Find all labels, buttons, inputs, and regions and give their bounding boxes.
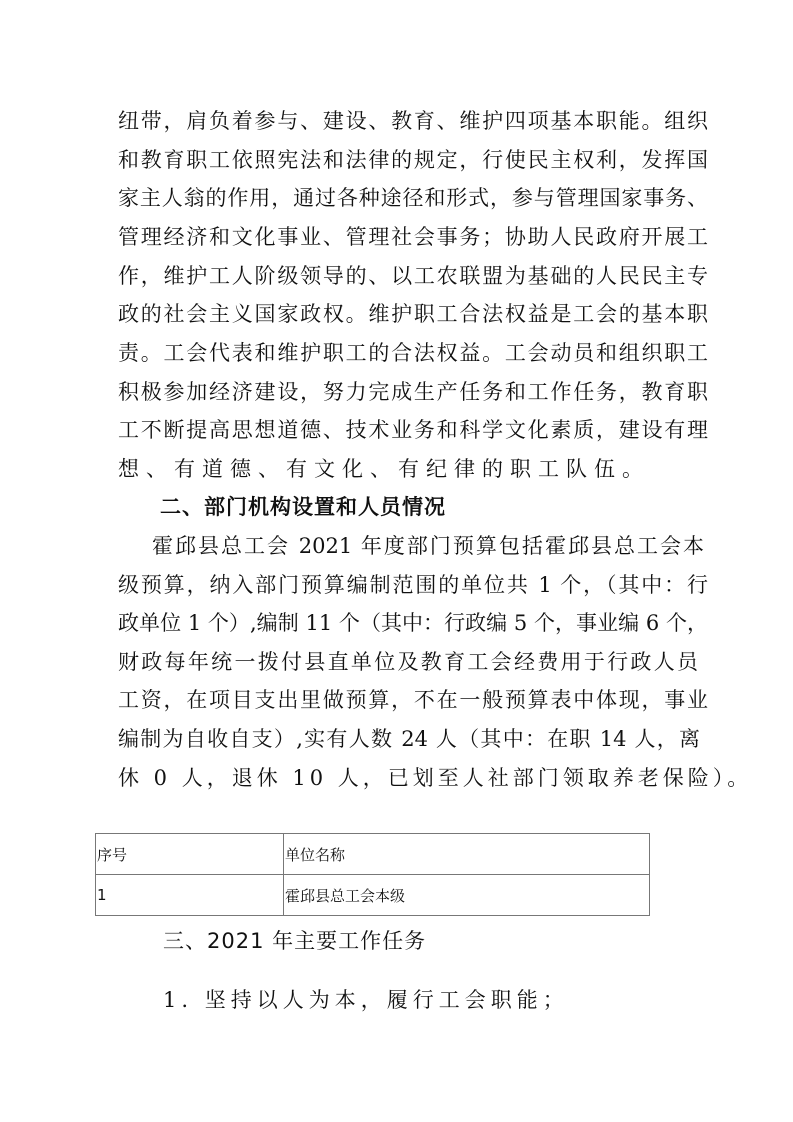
text-line: 积极参加经济建设，努力完成生产任务和工作任务，教育职 <box>118 380 708 404</box>
text-line: 纽带，肩负着参与、建设、教育、维护四项基本职能。组织 <box>118 109 708 133</box>
text-line: 工资，在项目支出里做预算，不在一般预算表中体现，事业 <box>118 688 708 712</box>
cell-index: 1 <box>96 875 284 916</box>
text-line: 和教育职工依照宪法和法律的规定，行使民主权利，发挥国 <box>118 148 708 172</box>
text-line: 霍邱县总工会 2021 年度部门预算包括霍邱县总工会本 <box>152 534 704 558</box>
text-line: 工不断提高思想道德、技术业务和科学文化素质，建设有理 <box>118 418 708 442</box>
text-line: 政的社会主义国家政权。维护职工合法权益是工会的基本职 <box>118 302 708 326</box>
text-line: 政单位 1 个）,编制 11 个（其中：行政编 5 个，事业编 6 个， <box>118 611 708 635</box>
text-line: 管理经济和文化事业、管理社会事务；协助人民政府开展工 <box>118 225 708 249</box>
section-heading-3: 三、2021 年主要工作任务 <box>163 929 427 953</box>
unit-table <box>95 833 650 916</box>
header-cell-unit-name: 单位名称 <box>284 834 650 875</box>
text-line: 级预算，纳入部门预算编制范围的单位共 1 个，（其中：行 <box>118 573 708 597</box>
header-cell-index: 序号 <box>96 834 284 875</box>
table-row <box>96 875 650 916</box>
text-line: 编制为自收自支）,实有人数 24 人（其中：在职 14 人，离 <box>118 727 700 751</box>
text-line: 想、有道德、有文化、有纪律的职工队伍。 <box>118 457 650 481</box>
table-header-row <box>96 834 650 875</box>
list-item-1: 1. 坚持以人为本，履行工会职能； <box>163 988 569 1012</box>
cell-unit-name: 霍邱县总工会本级 <box>284 875 650 916</box>
text-line: 责。工会代表和维护职工的合法权益。工会动员和组织职工 <box>118 341 708 365</box>
section-heading-2: 二、部门机构设置和人员情况 <box>160 495 446 519</box>
text-line: 财政每年统一拨付县直单位及教育工会经费用于行政人员 <box>118 650 698 674</box>
text-line: 休 0 人，退休 10 人，已划至人社部门领取养老保险）。 <box>118 766 753 790</box>
text-line: 家主人翁的作用，通过各种途径和形式，参与管理国家事务、 <box>118 186 708 210</box>
text-line: 作，维护工人阶级领导的、以工农联盟为基础的人民民主专 <box>118 264 708 288</box>
